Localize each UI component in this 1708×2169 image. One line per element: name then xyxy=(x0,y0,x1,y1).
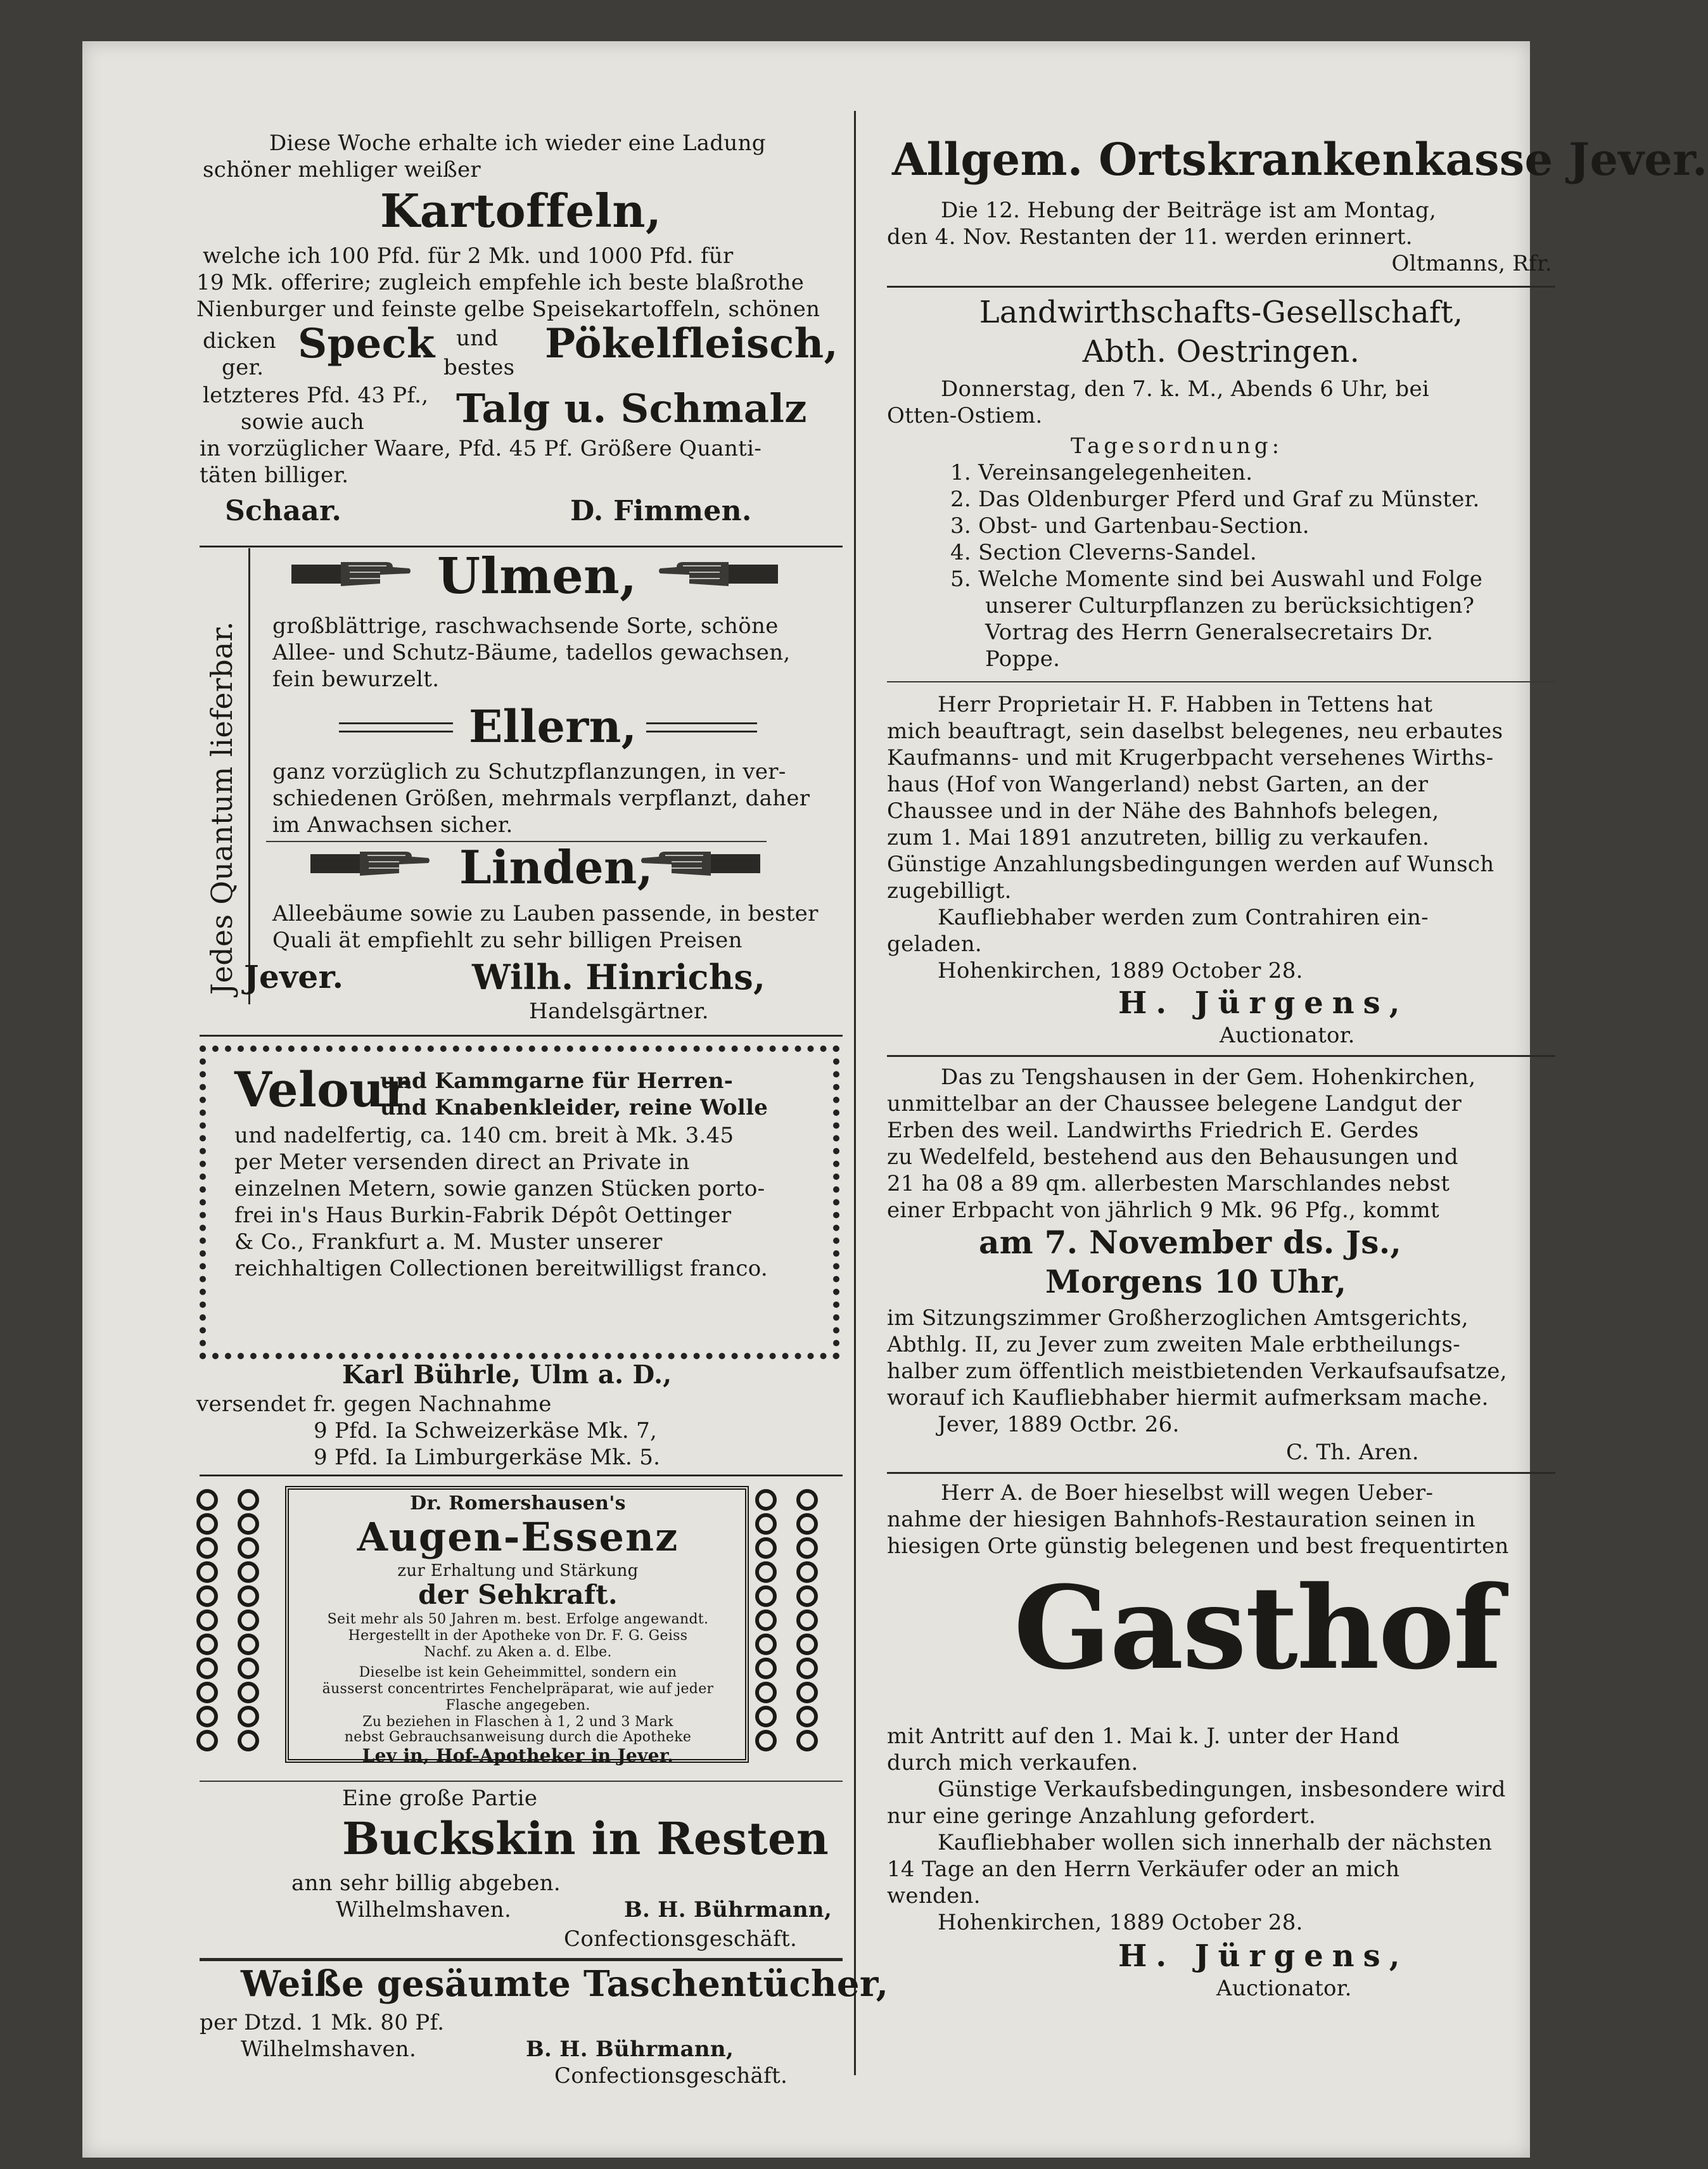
ornament-ring xyxy=(238,1537,259,1559)
text-line: Lev in, Hof-Apotheker in Jever. xyxy=(362,1745,674,1766)
text-line: Flasche angegeben. xyxy=(445,1698,590,1713)
text-line: Quali ät empfiehlt zu sehr billigen Preisen xyxy=(272,928,742,953)
ornament-ring xyxy=(796,1609,818,1631)
signature: B. H. Bührmann, xyxy=(624,1897,832,1923)
text-line: Dieselbe ist kein Geheimmittel, sondern ein xyxy=(359,1665,677,1680)
text-line: schiedenen Größen, mehrmals verpflanzt, daher xyxy=(272,786,810,811)
side-text-vertical: Jedes Quantum lieferbar. xyxy=(205,621,239,995)
ornament-ring xyxy=(196,1489,218,1511)
text-line: und Knabenkleider, reine Wolle xyxy=(380,1095,768,1120)
text-line: letzteres Pfd. 43 Pf., xyxy=(203,383,429,408)
agenda-item: unserer Culturpflanzen zu berücksichtigen? xyxy=(985,593,1475,618)
text-line: haus (Hof von Wangerland) nebst Garten, an der xyxy=(887,772,1429,797)
headline-augen-essenz: Augen-Essenz xyxy=(357,1514,679,1560)
text-line: Handelsgärtner. xyxy=(529,999,709,1024)
pointing-hand-left-icon xyxy=(658,553,778,592)
text-line: in vorzüglicher Waare, Pfd. 45 Pf. Größere Quanti- xyxy=(200,436,762,461)
text-line: Otten-Ostiem. xyxy=(887,403,1043,428)
ornament-ring xyxy=(796,1658,818,1679)
headline-gasthof: Gasthof xyxy=(1014,1561,1501,1695)
text-line: Das zu Tengshausen in der Gem. Hohenkirchen, xyxy=(941,1065,1476,1090)
text-line: Chaussee und in der Nähe des Bahnhofs belegen, xyxy=(887,798,1439,824)
ornament-ring xyxy=(755,1682,777,1703)
text-line: den 4. Nov. Restanten der 11. werden erinnert. xyxy=(887,224,1413,250)
text-line: ger. xyxy=(222,355,264,380)
ornament-ring xyxy=(238,1634,259,1655)
headline-taschentuecher: Weiße gesäumte Taschentücher, xyxy=(241,1963,889,2005)
ornament-ring xyxy=(196,1561,218,1583)
text-line: 14 Tage an den Herrn Verkäufer oder an mich xyxy=(887,1857,1400,1882)
divider xyxy=(887,1472,1555,1474)
text-line: hiesigen Orte günstig belegenen und best frequentirten xyxy=(887,1533,1509,1559)
ornament-ring xyxy=(238,1585,259,1607)
agenda-item: 2. Das Oldenburger Pferd und Graf zu Münster. xyxy=(950,487,1480,512)
text-line: Seit mehr als 50 Jahren m. best. Erfolge angewandt. xyxy=(327,1611,709,1627)
headline-abth-oestringen: Abth. Oestringen. xyxy=(1082,334,1360,369)
signature: C. Th. Aren. xyxy=(1286,1440,1419,1465)
text-line: großblättrige, raschwachsende Sorte, schöne xyxy=(272,613,779,639)
headline-landwirthschafts-gesellschaft: Landwirthschafts-Gesellschaft, xyxy=(979,295,1463,330)
text-line: Herr A. de Boer hieselbst will wegen Ueber- xyxy=(941,1480,1434,1506)
ornament-ring xyxy=(755,1537,777,1559)
text-line: 9 Pfd. Ia Schweizerkäse Mk. 7, xyxy=(314,1418,658,1443)
headline-ellern: Ellern, xyxy=(469,700,637,753)
ornament-ring xyxy=(755,1561,777,1583)
divider xyxy=(200,1035,843,1037)
text-line: Nienburger und feinste gelbe Speisekartoffeln, schönen xyxy=(196,297,820,322)
text-line: fein bewurzelt. xyxy=(272,667,440,692)
ornament-ring xyxy=(196,1585,218,1607)
text-line: per Dtzd. 1 Mk. 80 Pf. xyxy=(200,2010,445,2035)
headline-velour: Velour xyxy=(234,1061,411,1118)
ornament-ring xyxy=(196,1609,218,1631)
ornament-ring xyxy=(238,1658,259,1679)
agenda-item: 3. Obst- und Gartenbau-Section. xyxy=(950,513,1310,539)
divider xyxy=(887,1055,1555,1057)
text-line: Hergestellt in der Apotheke von Dr. F. G. Geiss xyxy=(348,1628,688,1644)
headline-poekelfleisch: Pökelfleisch, xyxy=(545,320,839,368)
text-line: Tagesordnung: xyxy=(1071,433,1284,459)
text-line: zum 1. Mai 1891 anzutreten, billig zu verkaufen. xyxy=(887,825,1430,850)
text-line: Kaufliebhaber werden zum Contrahiren ein- xyxy=(938,905,1429,930)
divider xyxy=(200,1781,843,1782)
ornament-ring xyxy=(755,1585,777,1607)
text-line: 19 Mk. offerire; zugleich empfehle ich beste blaßrothe xyxy=(196,270,805,295)
text-line: zu Wedelfeld, bestehend aus den Behausungen und xyxy=(887,1144,1458,1170)
ornament-ring xyxy=(755,1634,777,1655)
text-line: geladen. xyxy=(887,931,983,957)
ornament-ring xyxy=(238,1513,259,1535)
text-line: ann sehr billig abgeben. xyxy=(291,1871,561,1896)
column-divider xyxy=(854,111,856,2075)
ornament-ring xyxy=(796,1730,818,1751)
text-line: schöner mehliger weißer xyxy=(203,157,481,182)
text-line: Confectionsgeschäft. xyxy=(554,2063,788,2089)
text-line: zur Erhaltung und Stärkung xyxy=(397,1561,639,1580)
agenda-item: 5. Welche Momente sind bei Auswahl und Folge xyxy=(950,566,1483,592)
text-line: 21 ha 08 a 89 qm. allerbesten Marschlandes nebst xyxy=(887,1171,1450,1196)
text-line: und xyxy=(456,326,499,351)
text-line: Auctionator. xyxy=(1220,1023,1355,1048)
text-line: Allee- und Schutz-Bäume, tadellos gewachsen, xyxy=(272,640,791,665)
signature: B. H. Bührmann, xyxy=(526,2037,734,2062)
text-line: Donnerstag, den 7. k. M., Abends 6 Uhr, bei xyxy=(941,376,1430,402)
ornament-ring xyxy=(238,1609,259,1631)
text-line: sowie auch xyxy=(241,409,364,435)
divider xyxy=(248,548,250,1004)
ornament-ring xyxy=(196,1513,218,1535)
ornament-ring xyxy=(196,1730,218,1751)
text-line: der Sehkraft. xyxy=(418,1579,618,1610)
ornament-rule xyxy=(339,722,453,733)
agenda-item: 4. Section Cleverns-Sandel. xyxy=(950,540,1257,565)
headline-buckskin: Buckskin in Resten xyxy=(342,1812,829,1865)
place: Jever. xyxy=(244,958,344,995)
text-line: Wilhelmshaven. xyxy=(241,2037,417,2062)
text-line: Zu beziehen in Flaschen à 1, 2 und 3 Mark xyxy=(362,1714,673,1730)
text-line: Abthlg. II, zu Jever zum zweiten Male erbtheilungs- xyxy=(887,1332,1460,1357)
text-line: im Anwachsen sicher. xyxy=(272,812,513,838)
ornament-ring xyxy=(238,1561,259,1583)
headline-datum: am 7. November ds. Js., xyxy=(979,1224,1402,1261)
text-line: einer Erbpacht von jährlich 9 Mk. 96 Pfg., kommt xyxy=(887,1198,1440,1223)
text-line: Kaufliebhaber wollen sich innerhalb der nächsten xyxy=(938,1830,1493,1855)
text-line: ganz vorzüglich zu Schutzpflanzungen, in ver- xyxy=(272,759,786,784)
ornament-ring xyxy=(755,1706,777,1727)
text-line: Dr. Romershausen's xyxy=(410,1492,626,1514)
divider xyxy=(887,681,1555,682)
text-line: Auctionator. xyxy=(1216,1976,1352,2001)
text-line: durch mich verkaufen. xyxy=(887,1750,1138,1776)
text-line: wenden. xyxy=(887,1883,981,1909)
text-line: Confectionsgeschäft. xyxy=(564,1926,798,1952)
text-line: und Kammgarne für Herren- xyxy=(380,1068,734,1094)
ornament-ring xyxy=(796,1585,818,1607)
pointing-hand-left-icon xyxy=(640,843,760,882)
text-line: Günstige Anzahlungsbedingungen werden auf Wunsch xyxy=(887,852,1494,877)
pointing-hand-right-icon xyxy=(291,553,412,592)
text-line: einzelnen Metern, sowie ganzen Stücken porto- xyxy=(234,1176,765,1201)
divider xyxy=(200,1475,843,1476)
text-line: Herr Proprietair H. F. Habben in Tettens hat xyxy=(938,692,1433,717)
text-line: bestes xyxy=(443,355,515,380)
ornament-ring xyxy=(755,1658,777,1679)
text-line: Hohenkirchen, 1889 October 28. xyxy=(938,958,1303,983)
ornament-ring xyxy=(196,1634,218,1655)
text-line: & Co., Frankfurt a. M. Muster unserer xyxy=(234,1229,663,1255)
text-line: nebst Gebrauchsanweisung durch die Apotheke xyxy=(344,1729,692,1745)
headline-kartoffeln: Kartoffeln, xyxy=(380,184,662,238)
text-line: Günstige Verkaufsbedingungen, insbesondere wird xyxy=(938,1777,1506,1802)
text-line: äusserst concentrirtes Fenchelpräparat, wie auf jeder xyxy=(322,1681,714,1697)
ornament-ring xyxy=(755,1730,777,1751)
text-line: reichhaltigen Collectionen bereitwilligst franco. xyxy=(234,1256,768,1281)
pointing-hand-right-icon xyxy=(310,843,431,882)
text-line: unmittelbar an der Chaussee belegene Landgut der xyxy=(887,1091,1462,1116)
headline-ulmen: Ulmen, xyxy=(437,547,637,605)
agenda-item: Vortrag des Herrn Generalsecretairs Dr. xyxy=(985,620,1434,645)
ornament-ring xyxy=(755,1609,777,1631)
ornament-ring xyxy=(238,1682,259,1703)
signature: H. Jürgens, xyxy=(1118,1938,1409,1974)
text-line: Eine große Partie xyxy=(342,1786,538,1811)
headline-karl-buehrle: Karl Bührle, Ulm a. D., xyxy=(342,1360,672,1390)
ornament-ring xyxy=(796,1706,818,1727)
text-line: worauf ich Kaufliebhaber hiermit aufmerksam mache. xyxy=(887,1385,1489,1411)
headline-linden: Linden, xyxy=(459,840,653,894)
ornament-ring xyxy=(755,1513,777,1535)
ornament-ring xyxy=(196,1706,218,1727)
text-line: welche ich 100 Pfd. für 2 Mk. und 1000 Pfd. für xyxy=(203,243,734,269)
agenda-item: Poppe. xyxy=(985,646,1061,672)
ornament-ring xyxy=(755,1489,777,1511)
signature: Wilh. Hinrichs, xyxy=(472,957,766,997)
text-line: Hohenkirchen, 1889 October 28. xyxy=(938,1910,1303,1935)
headline-speck: Speck xyxy=(298,320,435,368)
text-line: frei in's Haus Burkin-Fabrik Dépôt Oettinger xyxy=(234,1203,732,1228)
text-line: halber zum öffentlich meistbietenden Verkaufsaufsatze, xyxy=(887,1359,1507,1384)
ornament-ring xyxy=(796,1513,818,1535)
ornament-ring xyxy=(238,1730,259,1751)
ornament-ring xyxy=(796,1537,818,1559)
text-line: nur eine geringe Anzahlung gefordert. xyxy=(887,1803,1316,1829)
ornament-ring xyxy=(196,1537,218,1559)
signature: H. Jürgens, xyxy=(1118,985,1409,1021)
signature: Oltmanns, Rfr. xyxy=(1391,251,1552,276)
text-line: mit Antritt auf den 1. Mai k. J. unter der Hand xyxy=(887,1724,1400,1749)
ornament-ring xyxy=(238,1706,259,1727)
signature: D. Fimmen. xyxy=(570,495,752,527)
divider xyxy=(887,286,1555,288)
text-line: dicken xyxy=(203,328,277,354)
text-line: Nachf. zu Aken a. d. Elbe. xyxy=(424,1644,612,1660)
text-line: Die 12. Hebung der Beiträge ist am Montag, xyxy=(941,198,1437,223)
text-line: Jever, 1889 Octbr. 26. xyxy=(938,1412,1180,1437)
text-line: Diese Woche erhalte ich wieder eine Ladung xyxy=(269,131,766,156)
newspaper-page xyxy=(82,41,1708,2158)
text-line: 9 Pfd. Ia Limburgerkäse Mk. 5. xyxy=(314,1445,661,1470)
ornament-ring xyxy=(796,1489,818,1511)
text-line: mich beauftragt, sein daselbst belegenes, neu erbautes xyxy=(887,719,1503,744)
headline-uhrzeit: Morgens 10 Uhr, xyxy=(1045,1263,1347,1300)
text-line: Alleebäume sowie zu Lauben passende, in bester xyxy=(272,901,819,926)
text-line: nahme der hiesigen Bahnhofs-Restauration seinen in xyxy=(887,1507,1476,1532)
text-line: versendet fr. gegen Nachnahme xyxy=(196,1392,552,1417)
ornament-ring xyxy=(796,1561,818,1583)
text-line: Wilhelmshaven. xyxy=(336,1897,512,1923)
ornament-ring xyxy=(796,1634,818,1655)
ornament-ring xyxy=(196,1658,218,1679)
text-line: täten billiger. xyxy=(200,463,349,488)
text-line: und nadelfertig, ca. 140 cm. breit à Mk. 3.45 xyxy=(234,1123,734,1148)
headline-ortskrankenkasse: Allgem. Ortskrankenkasse Jever. xyxy=(892,133,1708,186)
signature: Schaar. xyxy=(225,495,342,527)
agenda-item: 1. Vereinsangelegenheiten. xyxy=(950,460,1253,485)
ornament-ring xyxy=(796,1682,818,1703)
text-line: zugebilligt. xyxy=(887,878,1012,904)
ornament-ring xyxy=(238,1489,259,1511)
text-line: im Sitzungszimmer Großherzoglichen Amtsgerichts, xyxy=(887,1305,1469,1331)
ornament-ring xyxy=(196,1682,218,1703)
text-line: per Meter versenden direct an Private in xyxy=(234,1149,690,1175)
text-line: Erben des weil. Landwirths Friedrich E. Gerdes xyxy=(887,1118,1419,1143)
ornament-rule xyxy=(646,722,757,733)
headline-talg-schmalz: Talg u. Schmalz xyxy=(456,385,807,432)
text-line: Kaufmanns- und mit Krugerbpacht versehenes Wirths- xyxy=(887,745,1494,771)
